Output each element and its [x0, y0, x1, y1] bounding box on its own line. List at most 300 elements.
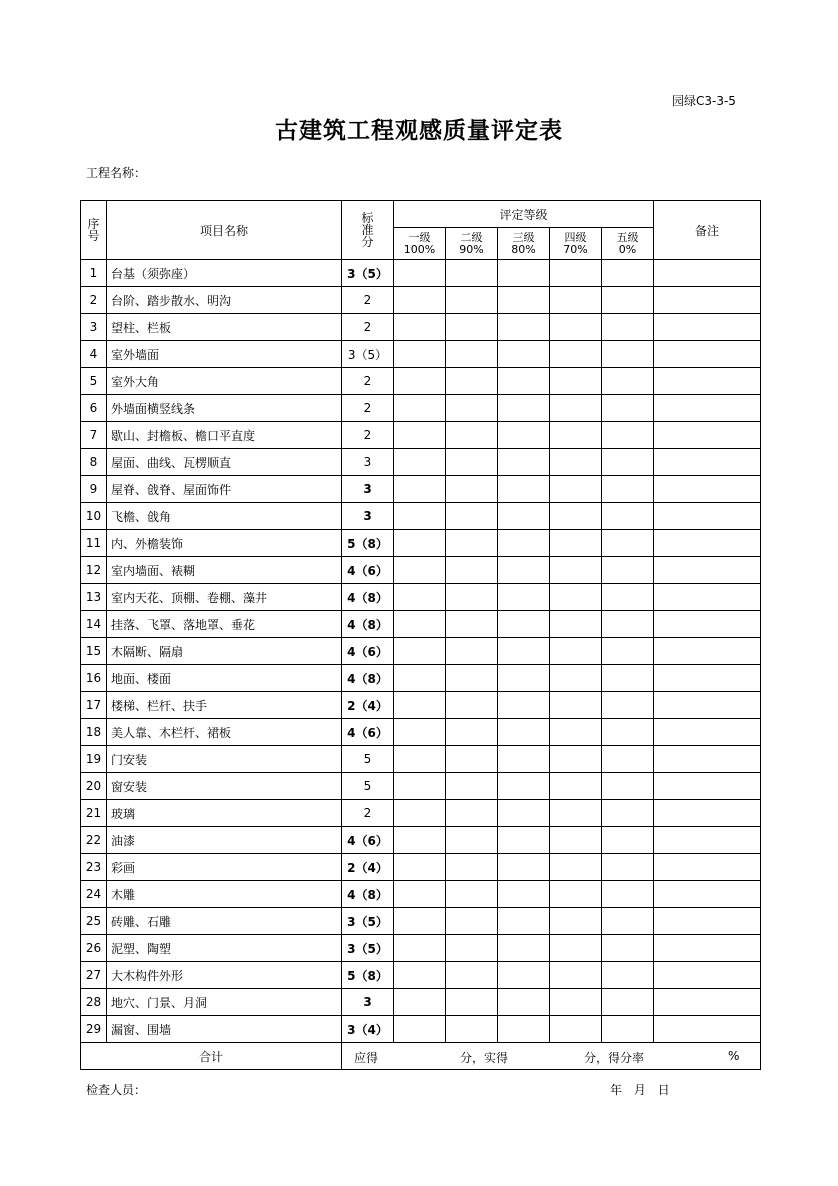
grade-cell-1[interactable] — [394, 854, 446, 881]
grade-cell-3[interactable] — [498, 611, 550, 638]
grade-cell-4[interactable] — [550, 584, 602, 611]
row-standard-score: 2 — [342, 422, 394, 449]
table-row — [81, 1016, 761, 1043]
row-number: 28 — [81, 989, 107, 1016]
grade-cell-3[interactable] — [498, 854, 550, 881]
grade-cell-3[interactable] — [498, 935, 550, 962]
grade-cell-5[interactable] — [602, 827, 654, 854]
row-number: 26 — [81, 935, 107, 962]
row-standard-score: 2 — [342, 368, 394, 395]
grade-cell-3[interactable] — [498, 584, 550, 611]
remarks-cell[interactable] — [654, 341, 761, 368]
row-standard-score: 4（8） — [342, 611, 394, 638]
grade-cell-5[interactable] — [602, 314, 654, 341]
grade-cell-1[interactable] — [394, 719, 446, 746]
row-item-name: 玻璃 — [107, 800, 342, 827]
grade-cell-4[interactable] — [550, 638, 602, 665]
remarks-cell[interactable] — [654, 746, 761, 773]
grade-cell-4[interactable] — [550, 773, 602, 800]
grade-cell-2[interactable] — [446, 665, 498, 692]
row-standard-score: 5（8） — [342, 962, 394, 989]
grade-cell-2[interactable] — [446, 719, 498, 746]
grade-cell-4[interactable] — [550, 557, 602, 584]
grade-percent: 90% — [459, 242, 484, 256]
row-item-name: 木雕 — [107, 881, 342, 908]
remarks-cell[interactable] — [654, 557, 761, 584]
grade-cell-5[interactable] — [602, 962, 654, 989]
grade-cell-3[interactable] — [498, 341, 550, 368]
row-number: 27 — [81, 962, 107, 989]
row-standard-score: 3 — [342, 449, 394, 476]
grade-cell-1[interactable] — [394, 638, 446, 665]
remarks-cell[interactable] — [654, 476, 761, 503]
remarks-cell[interactable] — [654, 368, 761, 395]
row-number: 11 — [81, 530, 107, 557]
grade-cell-3[interactable] — [498, 557, 550, 584]
table-row — [81, 773, 761, 800]
grade-cell-3[interactable] — [498, 746, 550, 773]
remarks-cell[interactable] — [654, 422, 761, 449]
row-number: 2 — [81, 287, 107, 314]
table-row — [81, 395, 761, 422]
grade-cell-4[interactable] — [550, 827, 602, 854]
grade-cell-5[interactable] — [602, 665, 654, 692]
grade-cell-2[interactable] — [446, 341, 498, 368]
row-number: 18 — [81, 719, 107, 746]
grade-cell-4[interactable] — [550, 314, 602, 341]
grade-name: 二级 — [460, 230, 483, 244]
grade-cell-3[interactable] — [498, 395, 550, 422]
row-item-name: 台阶、踏步散水、明沟 — [107, 287, 342, 314]
grade-cell-3[interactable] — [498, 530, 550, 557]
grade-header-2 — [446, 228, 498, 260]
grade-cell-1[interactable] — [394, 611, 446, 638]
header-grading: 评定等级 — [394, 201, 654, 228]
grade-cell-4[interactable] — [550, 935, 602, 962]
grade-header-4 — [550, 228, 602, 260]
row-item-name: 外墙面横竖线条 — [107, 395, 342, 422]
row-standard-score: 2 — [342, 395, 394, 422]
table-row — [81, 854, 761, 881]
row-standard-score: 4（8） — [342, 881, 394, 908]
row-item-name: 砖雕、石雕 — [107, 908, 342, 935]
grade-cell-1[interactable] — [394, 341, 446, 368]
table-row — [81, 800, 761, 827]
grade-cell-3[interactable] — [498, 476, 550, 503]
row-item-name: 室外大角 — [107, 368, 342, 395]
grade-cell-2[interactable] — [446, 611, 498, 638]
grade-cell-4[interactable] — [550, 368, 602, 395]
grade-cell-2[interactable] — [446, 692, 498, 719]
grade-cell-1[interactable] — [394, 989, 446, 1016]
grade-cell-3[interactable] — [498, 422, 550, 449]
total-summary — [342, 1043, 761, 1070]
table-row — [81, 719, 761, 746]
row-item-name: 油漆 — [107, 827, 342, 854]
table-row — [81, 989, 761, 1016]
grade-cell-2[interactable] — [446, 962, 498, 989]
inspector-label: 检查人员： — [86, 1083, 147, 1097]
grade-cell-1[interactable] — [394, 287, 446, 314]
grade-cell-1[interactable] — [394, 746, 446, 773]
row-number: 5 — [81, 368, 107, 395]
grade-cell-4[interactable] — [550, 800, 602, 827]
grade-cell-2[interactable] — [446, 881, 498, 908]
grade-cell-1[interactable] — [394, 827, 446, 854]
grade-cell-3[interactable] — [498, 503, 550, 530]
grade-cell-5[interactable] — [602, 611, 654, 638]
grade-cell-3[interactable] — [498, 989, 550, 1016]
grade-cell-5[interactable] — [602, 773, 654, 800]
row-standard-score: 4（8） — [342, 665, 394, 692]
date-label: 年 月 日 — [610, 1083, 670, 1097]
grade-cell-2[interactable] — [446, 476, 498, 503]
row-number: 12 — [81, 557, 107, 584]
grade-percent: 100% — [403, 242, 436, 256]
remarks-cell[interactable] — [654, 638, 761, 665]
grade-name: 三级 — [512, 230, 535, 244]
row-number: 14 — [81, 611, 107, 638]
grade-cell-1[interactable] — [394, 503, 446, 530]
row-number: 22 — [81, 827, 107, 854]
table-row — [81, 449, 761, 476]
grade-header-5 — [602, 228, 654, 260]
remarks-cell[interactable] — [654, 908, 761, 935]
grade-cell-1[interactable] — [394, 692, 446, 719]
grade-percent: 70% — [563, 242, 588, 256]
grade-cell-3[interactable] — [498, 638, 550, 665]
remarks-cell[interactable] — [654, 1016, 761, 1043]
row-number: 21 — [81, 800, 107, 827]
grade-cell-5[interactable] — [602, 881, 654, 908]
row-item-name: 窗安装 — [107, 773, 342, 800]
row-number: 29 — [81, 1016, 107, 1043]
row-standard-score: 2 — [342, 800, 394, 827]
row-item-name: 木隔断、隔扇 — [107, 638, 342, 665]
row-item-name: 泥塑、陶塑 — [107, 935, 342, 962]
grade-cell-5[interactable] — [602, 1016, 654, 1043]
header-seq — [81, 201, 107, 260]
table-row — [81, 476, 761, 503]
grade-cell-5[interactable] — [602, 530, 654, 557]
remarks-cell[interactable] — [654, 665, 761, 692]
grade-cell-1[interactable] — [394, 881, 446, 908]
grade-cell-1[interactable] — [394, 773, 446, 800]
row-standard-score: 4（8） — [342, 584, 394, 611]
row-standard-score: 3（5） — [342, 260, 394, 287]
remarks-cell[interactable] — [654, 287, 761, 314]
row-number: 13 — [81, 584, 107, 611]
row-item-name: 大木构件外形 — [107, 962, 342, 989]
grade-cell-3[interactable] — [498, 773, 550, 800]
grade-cell-5[interactable] — [602, 395, 654, 422]
grade-cell-1[interactable] — [394, 260, 446, 287]
row-standard-score: 3 — [342, 503, 394, 530]
row-standard-score: 3（5） — [342, 908, 394, 935]
project-name-label: 工程名称： — [86, 166, 147, 180]
table-row — [81, 260, 761, 287]
grade-cell-1[interactable] — [394, 530, 446, 557]
grade-cell-4[interactable] — [550, 665, 602, 692]
row-number: 23 — [81, 854, 107, 881]
row-standard-score: 5 — [342, 746, 394, 773]
grade-cell-3[interactable] — [498, 260, 550, 287]
grade-cell-1[interactable] — [394, 800, 446, 827]
table-row — [81, 962, 761, 989]
grade-cell-5[interactable] — [602, 422, 654, 449]
grade-cell-5[interactable] — [602, 476, 654, 503]
grade-cell-2[interactable] — [446, 287, 498, 314]
row-item-name: 歇山、封檐板、檐口平直度 — [107, 422, 342, 449]
remarks-cell[interactable] — [654, 962, 761, 989]
grade-cell-2[interactable] — [446, 746, 498, 773]
grade-cell-1[interactable] — [394, 314, 446, 341]
row-item-name: 室内天花、顶棚、卷棚、藻井 — [107, 584, 342, 611]
grade-cell-2[interactable] — [446, 827, 498, 854]
grade-cell-5[interactable] — [602, 935, 654, 962]
grade-cell-4[interactable] — [550, 476, 602, 503]
grade-cell-5[interactable] — [602, 557, 654, 584]
grade-cell-3[interactable] — [498, 314, 550, 341]
grade-cell-5[interactable] — [602, 989, 654, 1016]
header-row-1 — [81, 201, 761, 228]
grade-cell-1[interactable] — [394, 449, 446, 476]
grade-cell-3[interactable] — [498, 800, 550, 827]
header-remarks: 备注 — [654, 201, 761, 260]
total-row — [81, 1043, 761, 1070]
grade-cell-4[interactable] — [550, 692, 602, 719]
grade-cell-4[interactable] — [550, 854, 602, 881]
grade-cell-2[interactable] — [446, 773, 498, 800]
header-seq-text: 序 号 — [87, 217, 100, 243]
row-standard-score: 4（6） — [342, 557, 394, 584]
row-standard-score: 2 — [342, 287, 394, 314]
remarks-cell[interactable] — [654, 800, 761, 827]
total-label: 合计 — [81, 1043, 342, 1070]
grade-cell-4[interactable] — [550, 449, 602, 476]
grade-cell-5[interactable] — [602, 908, 654, 935]
grade-cell-1[interactable] — [394, 395, 446, 422]
total-rate-label: 分，得分率 — [584, 1051, 645, 1065]
evaluation-table — [80, 200, 761, 1070]
grade-cell-3[interactable] — [498, 1016, 550, 1043]
remarks-cell[interactable] — [654, 989, 761, 1016]
remarks-cell[interactable] — [654, 854, 761, 881]
grade-name: 五级 — [616, 230, 639, 244]
grade-cell-5[interactable] — [602, 449, 654, 476]
grade-cell-1[interactable] — [394, 476, 446, 503]
grade-cell-2[interactable] — [446, 854, 498, 881]
grade-cell-3[interactable] — [498, 368, 550, 395]
row-number: 6 — [81, 395, 107, 422]
row-item-name: 彩画 — [107, 854, 342, 881]
remarks-cell[interactable] — [654, 827, 761, 854]
header-item: 项目名称 — [107, 201, 342, 260]
table-row — [81, 584, 761, 611]
table-row — [81, 368, 761, 395]
remarks-cell[interactable] — [654, 314, 761, 341]
grade-cell-2[interactable] — [446, 368, 498, 395]
total-should-label: 应得 — [354, 1051, 379, 1065]
grade-cell-3[interactable] — [498, 962, 550, 989]
grade-cell-2[interactable] — [446, 557, 498, 584]
remarks-cell[interactable] — [654, 773, 761, 800]
table-row — [81, 287, 761, 314]
grade-name: 一级 — [408, 230, 431, 244]
row-standard-score: 3 — [342, 989, 394, 1016]
remarks-cell[interactable] — [654, 692, 761, 719]
grade-cell-4[interactable] — [550, 989, 602, 1016]
grade-cell-4[interactable] — [550, 287, 602, 314]
total-actual-label: 分，实得 — [460, 1051, 509, 1065]
grade-cell-4[interactable] — [550, 908, 602, 935]
grade-cell-2[interactable] — [446, 530, 498, 557]
remarks-cell[interactable] — [654, 503, 761, 530]
grade-cell-4[interactable] — [550, 611, 602, 638]
grade-cell-2[interactable] — [446, 1016, 498, 1043]
table-row — [81, 638, 761, 665]
grade-header-3 — [498, 228, 550, 260]
grade-cell-1[interactable] — [394, 557, 446, 584]
row-number: 10 — [81, 503, 107, 530]
remarks-cell[interactable] — [654, 584, 761, 611]
grade-cell-4[interactable] — [550, 962, 602, 989]
row-item-name: 屋脊、戗脊、屋面饰件 — [107, 476, 342, 503]
grade-cell-1[interactable] — [394, 962, 446, 989]
row-number: 20 — [81, 773, 107, 800]
row-item-name: 室外墙面 — [107, 341, 342, 368]
grade-cell-5[interactable] — [602, 854, 654, 881]
row-number: 7 — [81, 422, 107, 449]
grade-cell-2[interactable] — [446, 800, 498, 827]
grade-cell-1[interactable] — [394, 935, 446, 962]
grade-cell-5[interactable] — [602, 368, 654, 395]
grade-cell-4[interactable] — [550, 881, 602, 908]
grade-cell-2[interactable] — [446, 908, 498, 935]
grade-cell-4[interactable] — [550, 341, 602, 368]
table-row — [81, 827, 761, 854]
grade-cell-2[interactable] — [446, 260, 498, 287]
row-number: 3 — [81, 314, 107, 341]
grade-cell-2[interactable] — [446, 638, 498, 665]
grade-cell-2[interactable] — [446, 935, 498, 962]
grade-cell-4[interactable] — [550, 719, 602, 746]
grade-cell-2[interactable] — [446, 395, 498, 422]
grade-cell-5[interactable] — [602, 692, 654, 719]
grade-cell-3[interactable] — [498, 449, 550, 476]
grade-cell-1[interactable] — [394, 422, 446, 449]
grade-cell-2[interactable] — [446, 314, 498, 341]
grade-cell-5[interactable] — [602, 260, 654, 287]
row-standard-score: 5（8） — [342, 530, 394, 557]
grade-cell-2[interactable] — [446, 989, 498, 1016]
row-number: 25 — [81, 908, 107, 935]
header-std-text: 标 准 分 — [361, 211, 374, 249]
grade-cell-3[interactable] — [498, 665, 550, 692]
grade-cell-2[interactable] — [446, 584, 498, 611]
grade-cell-5[interactable] — [602, 503, 654, 530]
grade-cell-4[interactable] — [550, 746, 602, 773]
grade-cell-5[interactable] — [602, 719, 654, 746]
row-item-name: 挂落、飞罩、落地罩、垂花 — [107, 611, 342, 638]
grade-cell-3[interactable] — [498, 287, 550, 314]
grade-cell-4[interactable] — [550, 1016, 602, 1043]
remarks-cell[interactable] — [654, 935, 761, 962]
remarks-cell[interactable] — [654, 719, 761, 746]
grade-cell-4[interactable] — [550, 395, 602, 422]
grade-cell-5[interactable] — [602, 584, 654, 611]
grade-cell-5[interactable] — [602, 638, 654, 665]
grade-cell-2[interactable] — [446, 449, 498, 476]
grade-cell-3[interactable] — [498, 881, 550, 908]
row-item-name: 门安装 — [107, 746, 342, 773]
remarks-cell[interactable] — [654, 881, 761, 908]
grade-cell-5[interactable] — [602, 287, 654, 314]
grade-cell-1[interactable] — [394, 1016, 446, 1043]
row-number: 8 — [81, 449, 107, 476]
grade-cell-4[interactable] — [550, 260, 602, 287]
grade-cell-1[interactable] — [394, 665, 446, 692]
grade-cell-5[interactable] — [602, 341, 654, 368]
grade-cell-4[interactable] — [550, 422, 602, 449]
table-row — [81, 908, 761, 935]
row-number: 16 — [81, 665, 107, 692]
remarks-cell[interactable] — [654, 530, 761, 557]
grade-cell-5[interactable] — [602, 746, 654, 773]
form-code: 园绿C3-3-5 — [672, 94, 736, 108]
grade-percent: 80% — [511, 242, 536, 256]
row-standard-score: 3（5） — [342, 935, 394, 962]
table-row — [81, 692, 761, 719]
header-std — [342, 201, 394, 260]
table-row — [81, 422, 761, 449]
row-item-name: 漏窗、围墙 — [107, 1016, 342, 1043]
row-standard-score: 4（6） — [342, 827, 394, 854]
remarks-cell[interactable] — [654, 260, 761, 287]
row-number: 24 — [81, 881, 107, 908]
grade-cell-3[interactable] — [498, 908, 550, 935]
grade-cell-3[interactable] — [498, 719, 550, 746]
row-item-name: 屋面、曲线、瓦楞顺直 — [107, 449, 342, 476]
table-row — [81, 746, 761, 773]
table-row — [81, 341, 761, 368]
grade-cell-3[interactable] — [498, 692, 550, 719]
row-standard-score: 2（4） — [342, 854, 394, 881]
row-number: 4 — [81, 341, 107, 368]
row-standard-score: 3（4） — [342, 1016, 394, 1043]
grade-cell-2[interactable] — [446, 422, 498, 449]
grade-cell-4[interactable] — [550, 503, 602, 530]
grade-cell-3[interactable] — [498, 827, 550, 854]
table-row — [81, 530, 761, 557]
grade-percent: 0% — [618, 242, 637, 256]
page-title: 古建筑工程观感质量评定表 — [275, 118, 563, 144]
remarks-cell[interactable] — [654, 449, 761, 476]
remarks-cell[interactable] — [654, 611, 761, 638]
grade-cell-5[interactable] — [602, 800, 654, 827]
remarks-cell[interactable] — [654, 395, 761, 422]
row-number: 17 — [81, 692, 107, 719]
grade-header-1 — [394, 228, 446, 260]
row-standard-score: 2（4） — [342, 692, 394, 719]
grade-cell-4[interactable] — [550, 530, 602, 557]
table-row — [81, 611, 761, 638]
grade-cell-1[interactable] — [394, 908, 446, 935]
grade-cell-2[interactable] — [446, 503, 498, 530]
row-item-name: 室内墙面、裱糊 — [107, 557, 342, 584]
grade-cell-1[interactable] — [394, 368, 446, 395]
grade-cell-1[interactable] — [394, 584, 446, 611]
